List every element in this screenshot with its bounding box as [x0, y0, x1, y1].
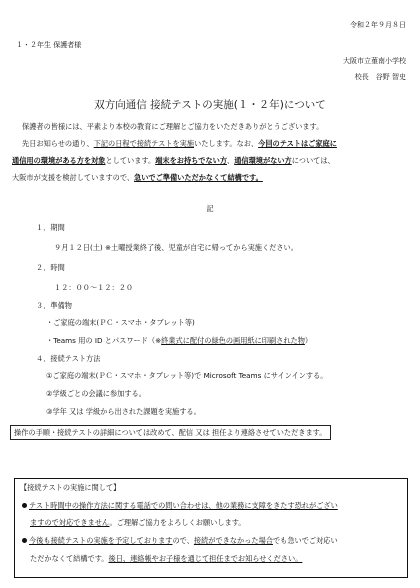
- test-note-2-line-1: 今後も接続テストの実施を予定しておりますので、接続ができなかった場合でも急いでご対応い: [22, 535, 338, 546]
- time-text: １２：００～１２：２０: [54, 283, 134, 292]
- test-notes-heading: 【接続テストの実施に関して】: [20, 483, 121, 492]
- method-step-2: ②学級ごとの会議に参加する。: [46, 389, 146, 398]
- prep-item-1: ・ご家庭の端末(ＰＣ・スマホ・タブレット等): [46, 318, 195, 327]
- principal-name: 校長 谷野 智史: [354, 73, 406, 81]
- details-notice: 操作の手順・接続テストの詳細については改めて、配信 又は 担任より連絡させていただきます。: [10, 425, 331, 440]
- bullet-icon: [22, 503, 27, 508]
- page-title: 双方向通信 接続テストの実施(１・２年)について: [94, 99, 326, 111]
- time-label: ２．時間: [36, 263, 65, 272]
- test-note-2-line-2: ただかなくて結構です。後日、連絡帳やお子様を通じて担任までお知らせください。: [30, 554, 303, 563]
- method-step-3: ③学年 又は 学級から出された課題を実施する。: [46, 407, 201, 416]
- document-date: 令和２年９月８日: [350, 21, 406, 29]
- method-step-1: ①ご家庭の端末(ＰＣ・スマホ・タブレット等)で Microsoft Teams にサインインする。: [46, 371, 328, 380]
- intro-line-4: 大阪市が支援を検討していますので、急いでご準備いただかなくて結構です。: [12, 173, 263, 182]
- period-text: ９月１２日(土) ※土曜授業終了後、児童が自宅に帰ってから実施ください。: [54, 243, 298, 252]
- recipient: １・２年生 保護者様: [16, 41, 82, 49]
- period-label: １．期間: [36, 223, 65, 232]
- test-note-1-line-2: ますので対応できません。ご理解ご協力をよろしくお願いします。: [30, 518, 246, 527]
- intro-line-1: 保護者の皆様には、平素より本校の教育にご理解とご協力をいただきありがとうございます。: [22, 122, 324, 131]
- prep-label: ３．準備物: [36, 301, 72, 310]
- ki-heading: 記: [206, 204, 214, 213]
- intro-line-2: 先日お知らせの通り、下記の日程で接続テストを実施いたします。なお、今回のテストはご家庭に: [22, 139, 337, 148]
- intro-line-3: 通信用の環境がある方を対象としています。端末をお持ちでない方、通信環境がない方については、: [12, 156, 335, 165]
- prep-item-2: ・Teams 用の ID とパスワード（※終業式に配付の緑色の画用紙に印刷された物）: [46, 336, 313, 345]
- method-label: ４．接続テスト方法: [36, 354, 101, 363]
- school-name: 大阪市立菫南小学校: [343, 57, 406, 65]
- test-note-1-line-1: テスト時間中の操作方法に関する電話での問い合わせは、他の業務に支障をきたす恐れがござい: [22, 500, 338, 511]
- bullet-icon: [22, 538, 27, 543]
